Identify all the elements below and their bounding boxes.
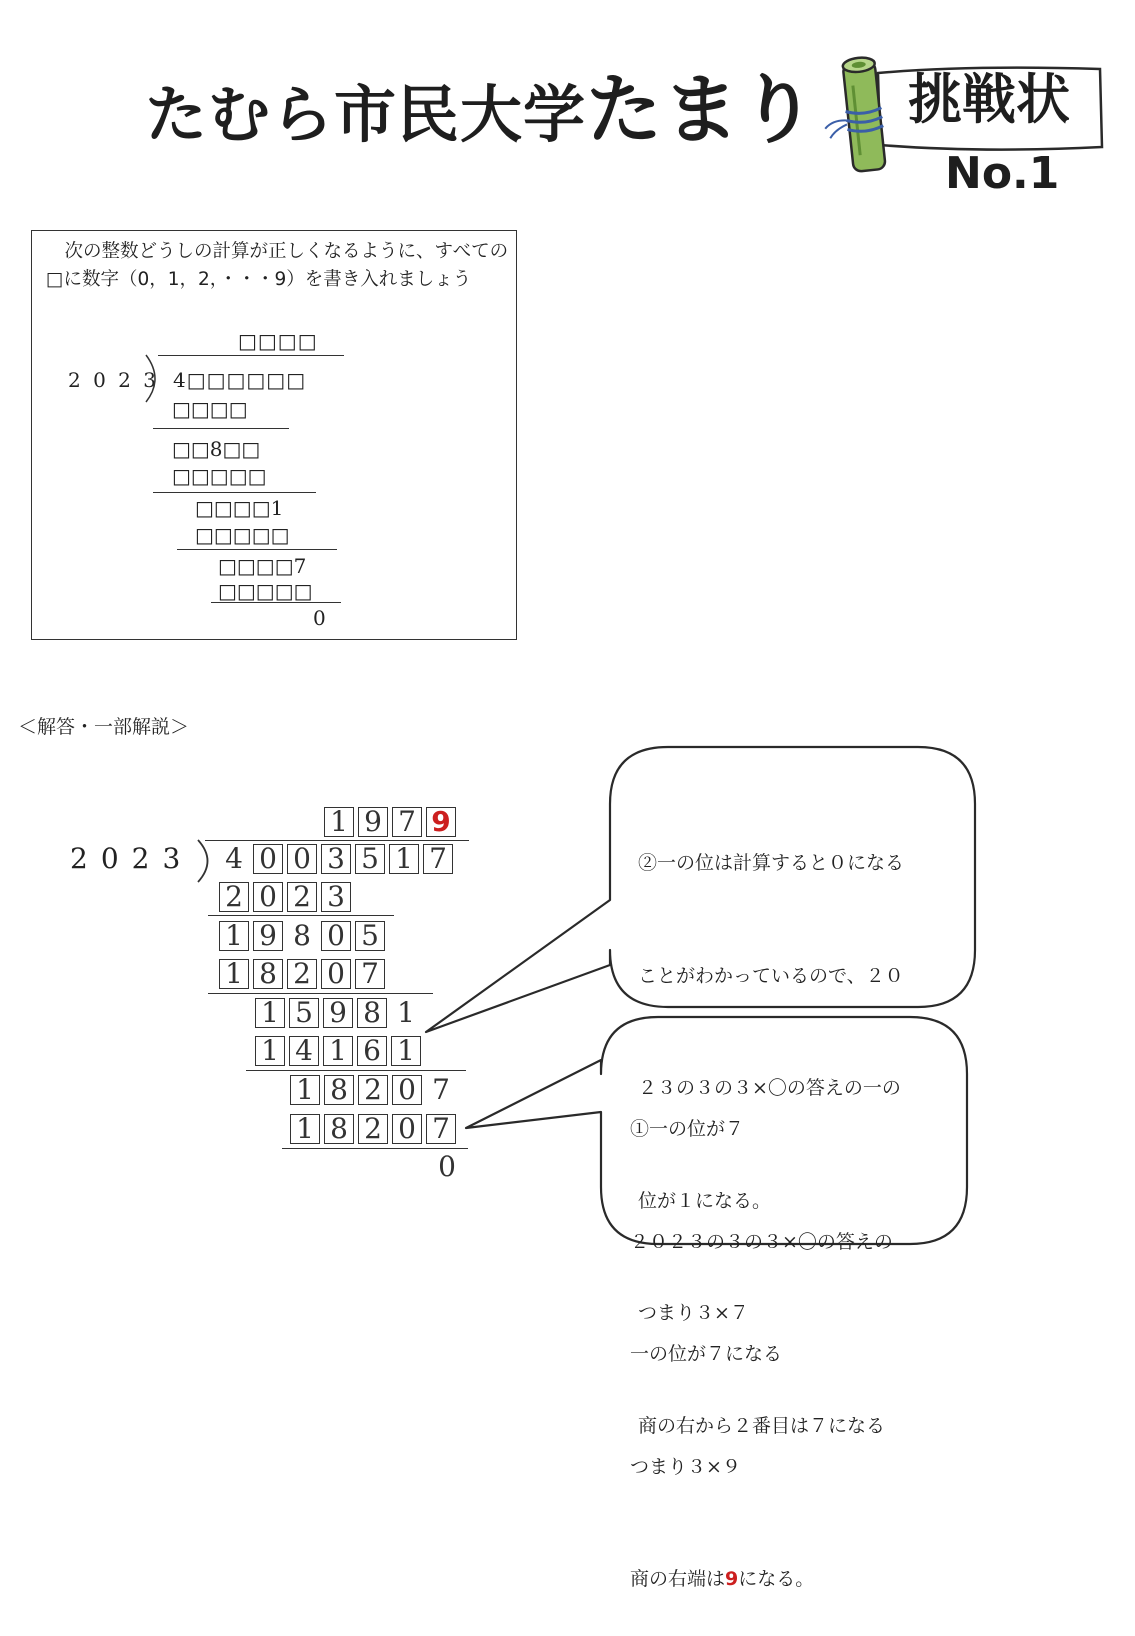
callout-upper-line: つまり３×７	[638, 1302, 749, 1324]
callout-lower-line: ２０２３の３の３×〇の答えの	[630, 1230, 893, 1253]
row-digit: 7	[426, 1114, 456, 1144]
problem-row-2: □□8□□	[172, 437, 261, 461]
answer-heading: ＜解答・一部解説＞	[18, 716, 190, 738]
dividend-digit: 0	[253, 844, 283, 874]
callout-lower-highlight: 9	[725, 1568, 739, 1590]
row-digit: 0	[321, 921, 351, 951]
problem-row-1: □□□□	[172, 397, 248, 421]
row-digit: 8	[324, 1075, 354, 1105]
row-digit: 0	[253, 882, 283, 912]
problem-row-7: □□□□□	[218, 579, 313, 603]
callout-lower-line: 一の位が７になる	[630, 1343, 783, 1365]
callout-upper-line: ２３の３の３×〇の答えの一の	[638, 1077, 901, 1099]
dividend-digit: 4	[225, 842, 243, 875]
row-digit: 1	[397, 996, 415, 1029]
row-digit: 0	[392, 1114, 422, 1144]
row-digit: 2	[358, 1114, 388, 1144]
row-digit: 1	[255, 1036, 285, 1066]
callout-lower-suffix: になる。	[738, 1568, 815, 1590]
problem-remainder: 0	[313, 606, 326, 630]
callout-upper-line: ②一の位は計算すると０になる	[638, 852, 905, 874]
problem-quotient: □□□□	[238, 329, 318, 353]
problem-divisor: 2 0 2 3	[68, 368, 159, 392]
quotient-digit: 1	[324, 807, 354, 837]
row-digit: 2	[358, 1075, 388, 1105]
quotient-digit-highlight: 9	[426, 807, 456, 837]
remainder-digit: 0	[438, 1150, 456, 1183]
row-digit: 1	[323, 1036, 353, 1066]
row-digit: 0	[321, 959, 351, 989]
callout-lower	[630, 1036, 893, 1636]
callout-upper-line: 商の右から２番目は７になる	[638, 1414, 886, 1437]
callout-lower-prefix: 商の右端は	[630, 1568, 726, 1590]
title-part1: たむら市民大学	[145, 78, 587, 151]
row-digit: 3	[321, 882, 351, 912]
row-digit: 2	[219, 882, 249, 912]
quotient-digit: 9	[358, 807, 388, 837]
row-digit: 8	[253, 959, 283, 989]
dividend-digit: 5	[355, 844, 385, 874]
row-digit: 8	[293, 919, 311, 952]
dividend-digit: 3	[321, 844, 351, 874]
title-part2: たまり	[586, 65, 818, 154]
row-digit: 1	[255, 998, 285, 1028]
problem-instruction: 次の整数どうしの計算が正しくなるように、すべての□に数字（0，1，2，・・・9）を書き入れましょう	[46, 241, 509, 290]
problem-row-3: □□□□□	[172, 464, 267, 488]
challenge-label: 挑戦状	[908, 68, 1070, 131]
row-digit: 1	[219, 959, 249, 989]
row-digit: 0	[392, 1075, 422, 1105]
row-digit: 9	[253, 921, 283, 951]
problem-dividend: 4□□□□□□	[173, 368, 307, 392]
row-digit: 1	[290, 1114, 320, 1144]
answer-divisor: 2023	[70, 842, 194, 875]
callout-lower-line: つまり３×９	[630, 1455, 741, 1478]
row-digit: 1	[391, 1036, 421, 1066]
row-digit: 4	[289, 1036, 319, 1066]
row-digit: 1	[219, 921, 249, 951]
problem-row-4: □□□□1	[195, 496, 284, 520]
row-digit: 2	[287, 959, 317, 989]
row-digit: 5	[289, 998, 319, 1028]
row-digit: 5	[355, 921, 385, 951]
row-digit: 2	[287, 882, 317, 912]
row-digit: 8	[324, 1114, 354, 1144]
problem-row-5: □□□□□	[195, 523, 290, 547]
dividend-digit: 0	[287, 844, 317, 874]
dividend-digit: 1	[389, 844, 419, 874]
callout-lower-line: ①一の位が７	[630, 1118, 745, 1140]
issue-number: No.1	[945, 148, 1060, 199]
quotient-digit: 7	[392, 807, 422, 837]
callout-upper-line: 位が１になる。	[638, 1189, 772, 1212]
row-digit: 1	[290, 1075, 320, 1105]
row-digit: 7	[432, 1073, 450, 1106]
row-digit: 9	[323, 998, 353, 1028]
row-digit: 7	[355, 959, 385, 989]
callout-upper-line: ことがわかっているので、２０	[638, 964, 904, 987]
callout-lower-last-line	[630, 1561, 893, 1599]
row-digit: 6	[357, 1036, 387, 1066]
dividend-digit: 7	[423, 844, 453, 874]
problem-row-6: □□□□7	[218, 554, 307, 578]
row-digit: 8	[357, 998, 387, 1028]
